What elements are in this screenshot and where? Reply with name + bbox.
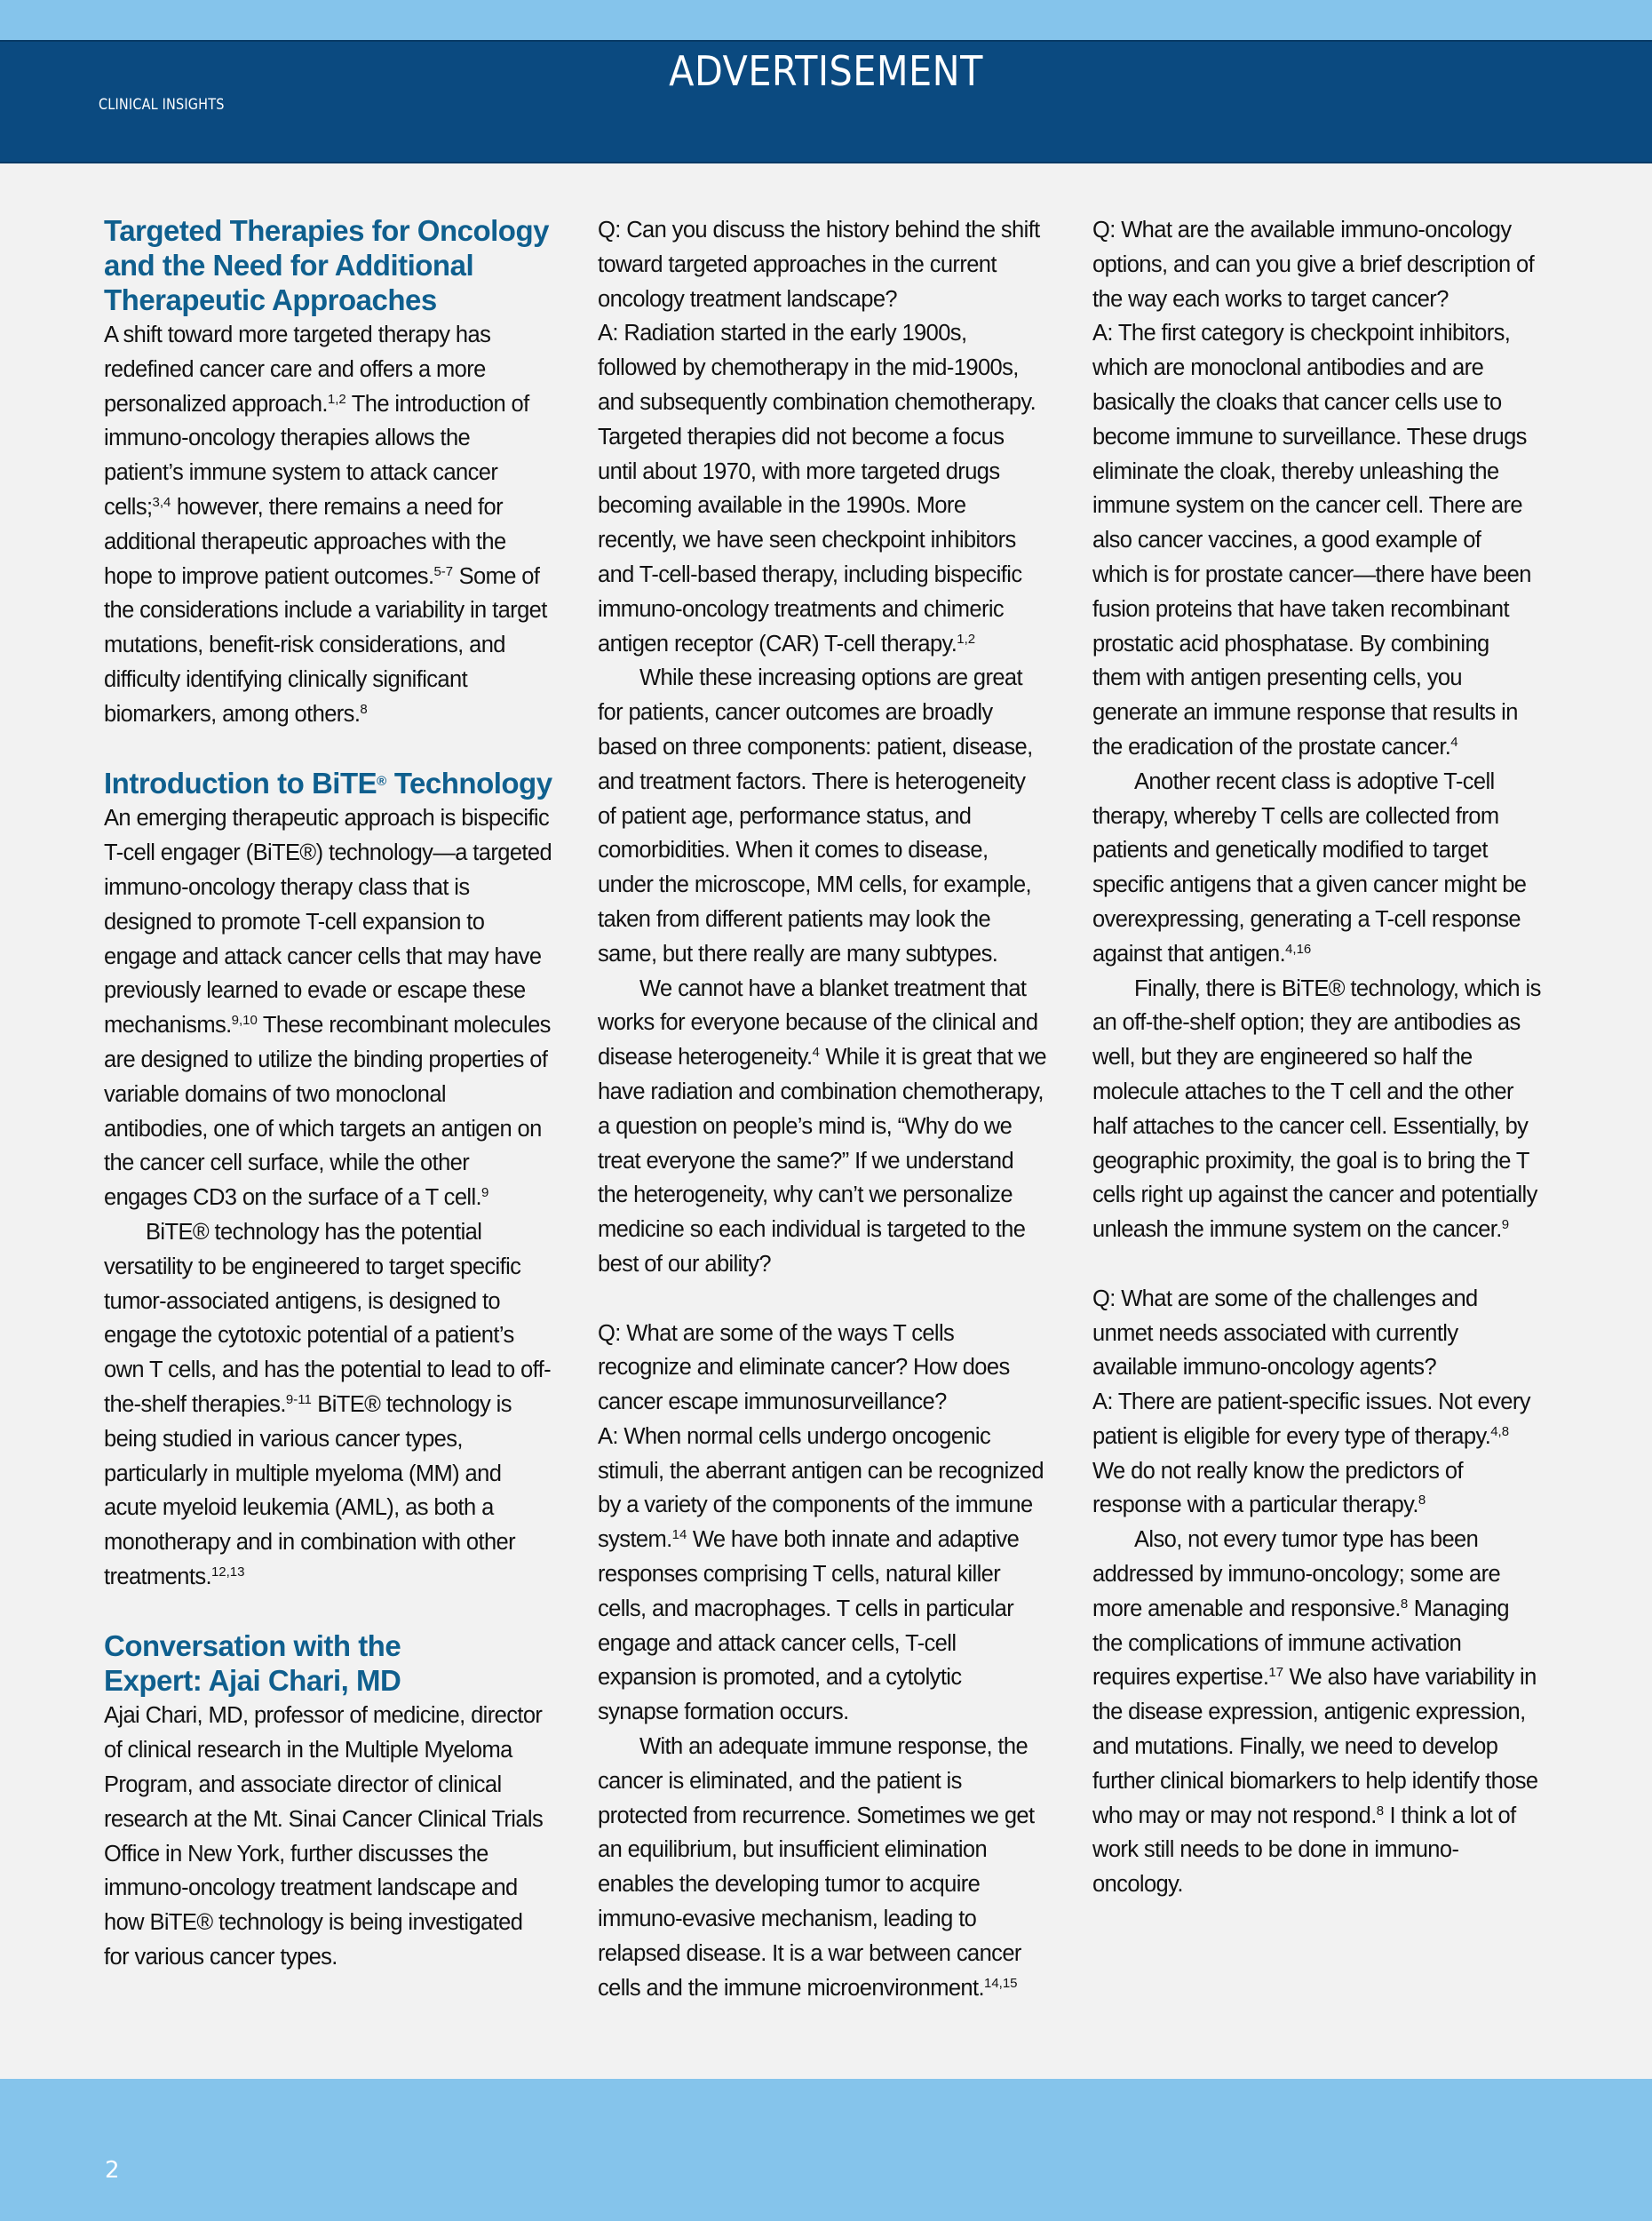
citation: 8 [1418, 1493, 1426, 1509]
citation: 14 [671, 1527, 687, 1543]
citation: 9 [481, 1185, 489, 1201]
paragraph-tumor-types: Also, not every tumor type has been addressed by immuno-oncology; some are more amenable and responsive.$^8$ Managing the complications of immune activation requires expertise.$^{17}$ We also have variability in the disease expression, antigenic expression, and mutations. Finally, we need to develop further clinical biomarkers to help identify those who may or may not respond.$^8$ I think a lot of work still needs to be done in immuno-oncology. [1092, 1527, 1538, 1898]
answer-t-cells: A: When normal cells undergo oncogenic stimuli, the aberrant antigen can be recognized by a variety of the components of the immune system.$^{14}$ We have both innate and adaptive responses comprising T cells, natural killer cells, and macrophages. T cells in particular engage and attack cancer cells, T-cell expansion is promoted, and a cytolytic synapse formation occurs. [598, 1423, 1044, 1725]
paragraph-expert-bio: Ajai Chari, MD, professor of medicine, director of clinical research in the Multiple Myeloma Program, and associate director of clinical research at the Mt. Sinai Cancer Clinical Trials Office in New York, further discusses the immuno-oncology treatment landscape and how BiTE® technology is being investigated for various cancer types. [104, 1703, 544, 1970]
paragraph-adoptive-t-cell: Another recent class is adoptive T-cell therapy, whereby T cells are collected from patients and genetically modified to target specific antigens that a given cancer might be overexpressing, generating a T-cell response against that antigen.$^{4,16}$ [1092, 768, 1527, 967]
heading-expert-conversation: Conversation with the Expert: Ajai Chari, MD [104, 1629, 401, 1698]
question-io-options: Q: What are the available immuno-oncology options, and can you give a brief description of the way each works to target cancer? [1092, 218, 1535, 312]
citation: 4 [812, 1045, 820, 1061]
citation: 5-7 [433, 563, 454, 579]
column-2 [598, 213, 1046, 2005]
citation: 12,13 [210, 1564, 245, 1580]
column-3 [1092, 213, 1541, 1902]
section-label: CLINICAL INSIGHTS [99, 96, 225, 114]
citation: 1,2 [327, 391, 346, 407]
top-color-strip [0, 0, 1652, 40]
citation: 3,4 [152, 494, 171, 510]
citation: 9 [1501, 1217, 1510, 1233]
page-number: 2 [105, 2157, 120, 2184]
citation: 4,8 [1490, 1423, 1510, 1439]
spacer [1092, 1247, 1541, 1282]
question-challenges: Q: What are some of the challenges and unmet needs associated with currently available immuno-oncology agents? [1092, 1286, 1478, 1381]
paragraph-targeted-therapies: A shift toward more targeted therapy has redefined cancer care and offers a more personalized approach.$^{1,2}$ The introduction of immuno-oncology therapies allows the patient’s immune system to attack cancer cells;$^{3,4}$ however, there remains a need for additional therapeutic approaches with the hope to improve patient outcomes.$^{5-7}$ Some of the considerations include a variability in target mutations, benefit-risk considerations, and difficulty identifying clinically significant biomarkers, among others.$^8$ [104, 322, 547, 727]
citation: 8 [360, 701, 368, 717]
citation: 4 [1450, 734, 1458, 750]
spacer [104, 732, 552, 767]
registered-mark: ® [377, 774, 387, 790]
citation: 4,16 [1285, 941, 1312, 957]
heading-targeted-therapies: Targeted Therapies for Oncology and the Need for Additional Therapeutic Approaches [104, 214, 549, 316]
answer-io-options: A: The first category is checkpoint inhibitors, which are monoclonal antibodies and are basically the cloaks that cancer cells use to become immune to surveillance. These drugs eliminate the cloak, thereby unleashing the immune system on the cancer cell. There are also cancer vaccines, a good example of which is for prostate cancer—there have been fusion proteins that have taken recombinant prostatic acid phosphatase. By combining them with antigen presenting cells, you generate an immune response that results in the eradication of the prostate cancer.$^4$ [1092, 321, 1531, 760]
question-t-cells: Q: What are some of the ways T cells recognize and eliminate cancer? How does cancer escape immunosurveillance? [598, 1320, 1010, 1415]
citation: 8 [1376, 1803, 1385, 1819]
citation: 9,10 [231, 1013, 258, 1029]
paragraph-bite-intro: An emerging therapeutic approach is bispecific T-cell engager (BiTE®) technology—a targeted immuno-oncology therapy class that is designed to promote T-cell expansion to engage and attack cancer cells that may have previously learned to evade or escape these mechanisms.$^{9,10}$ These recombinant molecules are designed to utilize the binding properties of variable domains of two monoclonal antibodies, one of which targets an antigen on the cancer cell surface, while the other engages CD3 on the surface of a T cell.$^9$ [104, 806, 552, 1211]
question-history: Q: Can you discuss the history behind the shift toward targeted approaches in the current oncology treatment landscape? [598, 218, 1040, 312]
citation: 8 [1400, 1596, 1409, 1612]
heading-bite-technology: Introduction to BiTE® Technology [104, 767, 552, 800]
answer-history: A: Radiation started in the early 1900s, followed by chemotherapy in the mid-1900s, and subsequently combination chemotherapy. Targeted therapies did not become a focus until about 1970, with more targeted drugs becoming available in the 1990s. More recently, we have seen checkpoint inhibitors and T-cell-based therapy, including bispecific immuno-oncology treatments and chimeric antigen receptor (CAR) T-cell therapy.$^{1,2}$ [598, 321, 1036, 657]
paragraph-bite-potential: BiTE® technology has the potential versatility to be engineered to target specific tumor-associated antigens, is designed to engage the cytotoxic potential of a patient’s own T cells, and has the potential to lead to off-the-shelf therapies.$^{9-11}$ BiTE® technology is being studied in various cancer types, particularly in multiple myeloma (MM) and acute myeloid leukemia (AML), as both a monotherapy and in combination with other treatments.$^{12,13}$ [104, 1219, 552, 1589]
advertisement-label: ADVERTISEMENT [669, 47, 983, 95]
paragraph-heterogeneity: We cannot have a blanket treatment that works for everyone because of the clinical and disease heterogeneity.$^4$ While it is great that we have radiation and combination chemotherapy, a question on people’s mind is, “Why do we treat everyone the same?” If we understand the heterogeneity, why can’t we personalize medicine so each individual is targeted to the best of our ability? [598, 975, 1046, 1277]
paragraph-bite-option: Finally, there is BiTE® technology, which is an off-the-shelf option; they are antibodies as well, but they are engineered so half the molecule attaches to the T cell and the other half attaches to the cancer cell. Essentially, by geographic proximity, the goal is to bring the T cells right up against the cancer and potentially unleash the immune system on the cancer.$^9$ [1092, 975, 1541, 1243]
paragraph-immune-response: With an adequate immune response, the cancer is eliminated, and the patient is protected from recurrence. Sometimes we get an equilibrium, but insufficient elimination enables the developing tumor to acquire immuno-evasive mechanism, leading to relapsed disease. It is a war between cancer cells and the immune microenvironment.$^{14,15}$ [598, 1734, 1035, 2001]
answer-challenges: A: There are patient-specific issues. Not every patient is eligible for every type of therapy.$^{4,8}$ We do not really know the predictors of response with a particular therapy.$^8$ [1092, 1389, 1530, 1518]
page-header [0, 40, 1652, 163]
citation: 9-11 [285, 1391, 312, 1407]
page-footer [0, 2079, 1652, 2221]
spacer [598, 1282, 1046, 1317]
column-1 [104, 213, 552, 1975]
spacer [104, 1595, 552, 1629]
citation: 1,2 [957, 631, 976, 647]
paragraph-outcomes: While these increasing options are great for patients, cancer outcomes are broadly based on three components: patient, disease, and treatment factors. There is heterogeneity of patient age, performance status, and comorbidities. When it comes to disease, under the microscope, MM cells, for example, taken from different patients may look the same, but there really are many subtypes. [598, 665, 1033, 967]
citation: 17 [1268, 1665, 1284, 1681]
citation: 14,15 [983, 1975, 1018, 1991]
